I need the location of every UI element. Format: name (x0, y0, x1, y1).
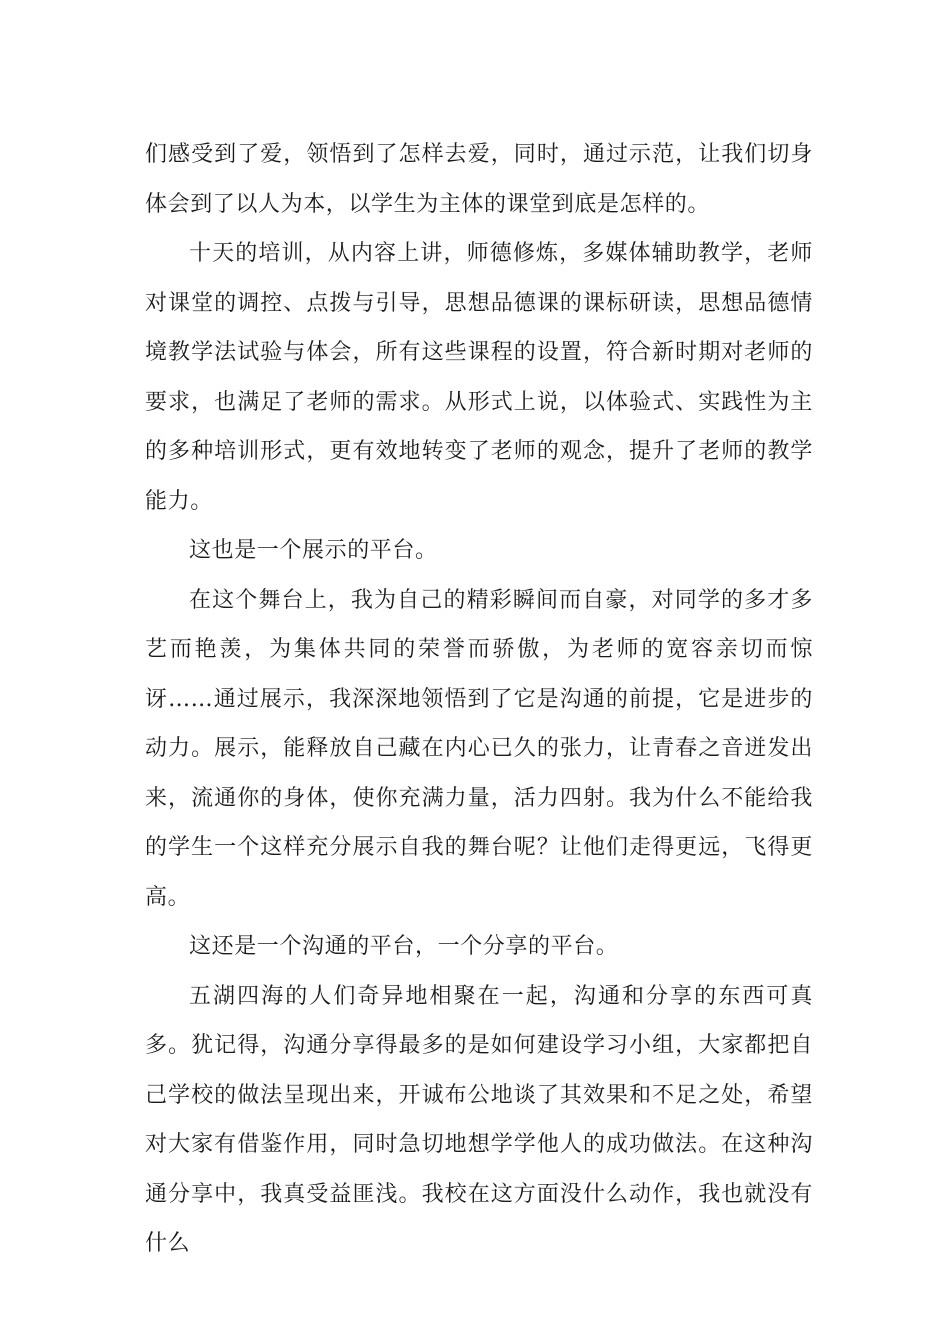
paragraph-1: 们感受到了爱，领悟到了怎样去爱，同时，通过示范，让我们切身体会到了以人为本，以学生为主体的课堂到底是怎样的。 (145, 142, 813, 217)
paragraph-6: 五湖四海的人们奇异地相聚在一起，沟通和分享的东西可真多。犹记得，沟通分享得最多的是如何建设学习小组，大家都把自己学校的做法呈现出来，开诚布公地谈了其效果和不足之处，希望对大家有借鉴作用，同时急切地想学学他人的成功做法。在这种沟通分享中，我真受益匪浅。我校在这方面没什么动作，我也就没有什么 (145, 983, 813, 1256)
paragraph-2: 十天的培训，从内容上讲，师德修炼，多媒体辅助教学，老师对课堂的调控、点拨与引导，思想品德课的课标研读，思想品德情境教学法试验与体会，所有这些课程的设置，符合新时期对老师的要求，也满足了老师的需求。从形式上说，以体验式、实践性为主的多种培训形式，更有效地转变了老师的观念，提升了老师的教学能力。 (145, 241, 813, 514)
document-body (145, 130, 813, 1269)
paragraph-3: 这也是一个展示的平台。 (189, 538, 438, 563)
paragraph-4: 在这个舞台上，我为自己的精彩瞬间而自豪，对同学的多才多艺而艳羡，为集体共同的荣誉而骄傲，为老师的宽容亲切而惊讶……通过展示，我深深地领悟到了它是沟通的前提，它是进步的动力。展示，能释放自己藏在内心已久的张力，让青春之音迸发出来，流通你的身体，使你充满力量，活力四射。我为什么不能给我的学生一个这样充分展示自我的舞台呢？让他们走得更远，飞得更高。 (145, 587, 813, 910)
paragraph-5: 这还是一个沟通的平台，一个分享的平台。 (189, 934, 619, 959)
